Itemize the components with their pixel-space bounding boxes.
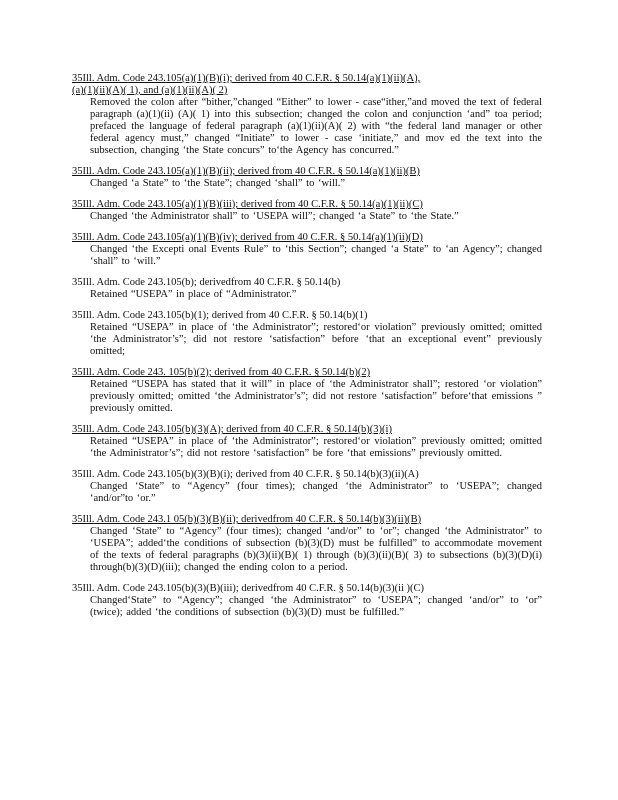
note-entry [72,310,542,358]
note-entry [72,73,542,157]
note-text: Changed ‘the Excepti onal Events Rule” to ‘this Section”; changed ‘a State” to ‘an Agency”; changed ‘shall” to ‘will.” [90,244,542,267]
citation-heading: 35Ill. Adm. Code 243.105(b)(3)(A); derived from 40 C.F.R. § 50.14(b)(3)(i) [72,424,392,435]
note-text: Changed ‘State” to “Agency” (four times); changed ‘the Administrator” to ‘USEPA”; changed ‘and/or”to ‘or.” [90,481,542,504]
citation-heading: 35Ill. Adm. Code 243.105(b)(3)(B)(i); derived from 40 C.F.R. § 50.14(b)(3)(ii)(A) [72,469,419,480]
note-entry [72,277,542,301]
citation-heading: 35Ill. Adm. Code 243.105(a)(1)(B)(iv); derived from 40 C.F.R. § 50.14(a)(1)(ii)(D) [72,232,423,243]
note-text: Retained “USEPA” in place of ‘the Administrator”; restored‘or violation” previously omitted; omitted ‘the Administrator’s”; did not restore ‘satisfaction” before ‘that an exceptional event” previously omitted; [90,322,542,357]
citation-heading: 35Ill. Adm. Code 243.105(b); derivedfrom 40 C.F.R. § 50.14(b) [72,277,341,288]
citation-heading: 35Ill. Adm. Code 243.105(b)(1); derived from 40 C.F.R. § 50.14(b)(1) [72,310,368,321]
note-entry [72,424,542,460]
document-page [72,73,542,628]
note-entry [72,199,542,223]
note-text: Changed‘State” to “Agency”; changed ‘the Administrator” to ‘USEPA”; changed ‘and/or” to ‘or” (twice); added ‘the conditions of subsection (b)(3)(D) must be fulfilled.” [90,595,542,618]
note-text: Removed the colon after “bither,”changed “Either” to lower - case“ither,”and moved the text of federal paragraph (a)(1)(ii) (A)( 1) into this subsection; changed the colon and conjunction ‘and” toa period; prefaced the language of federal paragraph (a)(1)(ii)(A)( 2) with “the federal land manager or other federal agency must,” changed “Initiate” to lower - case ‘initiate,” and mov ed the text into the subsection, changing ‘the State concurs” to‘the Agency has concurred.” [90,97,542,156]
note-entry [72,232,542,268]
citation-heading-continued: (a)(1)(ii)(A)( 1), and (a)(1)(ii)(A)( 2) [72,85,228,96]
citation-heading: 35Ill. Adm. Code 243.105(a)(1)(B)(i); derived from 40 C.F.R. § 50.14(a)(1)(ii)(A), [72,73,421,84]
note-entry [72,514,542,574]
note-text: Changed ‘State” to “Agency” (four times); changed ‘and/or” to ‘or”; changed ‘the Administrator” to ‘USEPA”; added‘the conditions of subsection (b)(3)(D) must be fulfilled” to accommodate movement of the texts of federal paragraphs (b)(3)(ii)(B)( 1) through (b)(3)(ii)(B)( 3) to subsections (b)(3)(D)(i) through(b)(3)(D)(iii); changed the ending colon to a period. [90,526,542,573]
note-entry [72,583,542,619]
citation-heading: 35Ill. Adm. Code 243.1 05(b)(3)(B)(ii); derivedfrom 40 C.F.R. § 50.14(b)(3)(ii)(B) [72,514,422,525]
note-text: Retained “USEPA” in place of ‘the Administrator”; restored‘or violation” previously omitted; omitted ‘the Administrator’s”; did not restore ‘satisfaction” be fore ‘that emissions” previously omitted. [90,436,542,459]
citation-heading: 35Ill. Adm. Code 243.105(b)(3)(B)(iii); derivedfrom 40 C.F.R. § 50.14(b)(3)(ii )(C) [72,583,425,594]
note-text: Changed ‘a State” to ‘the State”; changed ‘shall” to ‘will.” [90,178,346,189]
note-text: Retained “USEPA has stated that it will” in place of ‘the Administrator shall”; restored ‘or violation” previously omitted; omitted ‘the Administrator’s”; did not restore ‘satisfaction” before‘that emissions ” previously omitted. [90,379,542,414]
citation-heading: 35Ill. Adm. Code 243. 105(b)(2); derived from 40 C.F.R. § 50.14(b)(2) [72,367,371,378]
note-text: Changed ‘the Administrator shall” to ‘USEPA will”; changed ‘a State” to ‘the State.” [90,211,459,222]
citation-heading: 35Ill. Adm. Code 243.105(a)(1)(B)(ii); derived from 40 C.F.R. § 50.14(a)(1)(ii)(B) [72,166,420,177]
note-entry [72,367,542,415]
note-text: Retained “USEPA” in place of “Administrator.” [90,289,297,300]
citation-heading: 35Ill. Adm. Code 243.105(a)(1)(B)(iii); derived from 40 C.F.R. § 50.14(a)(1)(ii)(C) [72,199,423,210]
note-entry [72,469,542,505]
note-entry [72,166,542,190]
